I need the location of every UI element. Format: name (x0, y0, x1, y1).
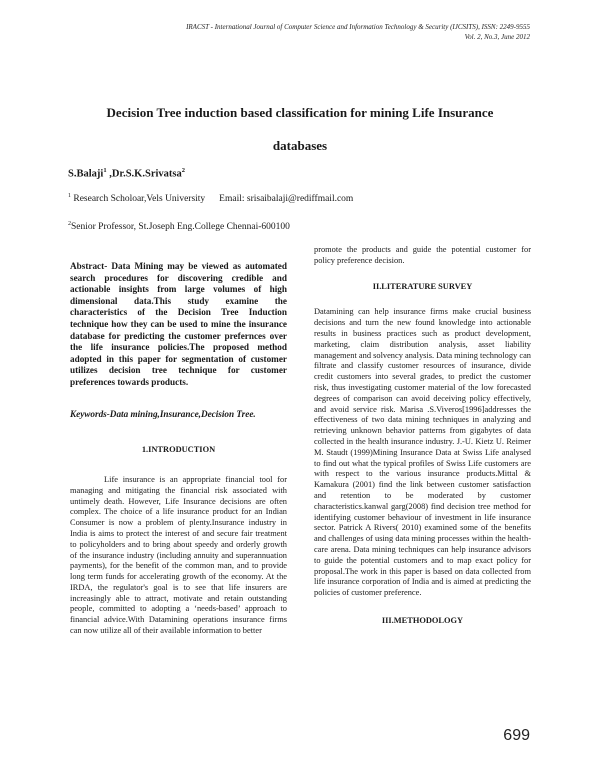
abstract: Abstract- Data Mining may be viewed as automated search procedures for discovering credible and actionable insights from large volumes of high dimensional data.This study examine the characteristics of the Decision Tree Induction technique how they can be used to mine the insurance database for predicting the customer prefernces over the life insurance policies.The proposed method adopted in this paper for segmentation of customer utilizes decision tree technique for customer preferences towards products. (70, 261, 287, 387)
volume-info: Vol. 2, No.3, June 2012 (464, 33, 530, 41)
affiliation-2 (68, 221, 290, 232)
affiliation-2-mark: 2 (68, 221, 71, 227)
affiliation-1 (68, 193, 353, 204)
keywords: Keywords-Data mining,Insurance,Decision Tree. (70, 408, 256, 419)
journal-name: IRACST - International Journal of Computer Science and Information Technology & Security (IJCSITS), ISSN: 2249-9555 (186, 23, 530, 31)
left-column (70, 261, 287, 637)
page-number: 699 (503, 727, 530, 744)
section-heading-introduction: 1.INTRODUCTION (141, 445, 216, 455)
author-list (68, 167, 185, 180)
literature-survey-paragraph: Datamining can help insurance firms make crucial business decisions and turn the new found knowledge into actionable results in business practices such as product development, marketing, claim distribution analysis, asset liability management and solvency analysis. Data mining technology can filtrate and classify customer resources of insurance, divide credit customers into several grades, to predict the customer risk, thus investigating customer material of the low forecasted degrees of comparison can avoid deceiving policy effectively, and avoid service risk. Marisa .S.Viveros[1996]addresses the effectiveness of two data mining techniques in analyzing and retrieving unknown behavior patterns from gigabytes of data collected in the health insurance industry. J.-U. Kietz U. Reimer M. Staudt (1999)Mining Insurance Data at Swiss Life analysed to find out what the typical profiles of Swiss Life customers are with respect to the various insurance products.Mittal & Kamakura (2001) find the link between customer satisfaction and retention to be moderated by customer characteristics.kanwal garg(2008) find decision tree method for identifying customer behaviour of investment in life insurance sector. Patrick A Rivers( 2010) examined some of the benefits and challenges of using data mining processes within the health-care arena. Data mining techniques can help insurance advisors to guide the potential customers and to map exact policy for proposal.The work in this paper is based on data collected from life insurance corporation of India and is aimed at predicting the policies of customer preference. (314, 307, 531, 598)
section-heading-literature-survey: II.LITERATURE SURVEY (372, 281, 473, 291)
affiliation-1-mark: 1 (68, 193, 71, 199)
author-2: ,Dr.S.K.Srivatsa (106, 168, 182, 180)
paper-title-line-2: databases (272, 138, 328, 153)
section-heading-methodology: III.METHODOLOGY (381, 615, 464, 625)
author-1-affil-mark: 1 (103, 167, 107, 174)
continued-paragraph: promote the products and guide the potential customer for policy preference decision. (314, 245, 531, 265)
running-header (10, 22, 530, 42)
introduction-paragraph (70, 475, 287, 637)
author-2-affil-mark: 2 (181, 167, 185, 174)
affiliation-2-text: Senior Professor, St.Joseph Eng.College Chennai-600100 (71, 222, 290, 233)
right-column (314, 245, 531, 627)
paper-title-line-1: Decision Tree induction based classification for mining Life Insurance (106, 105, 494, 120)
author-email: Email: srisaibalaji@rediffmail.com (219, 194, 354, 205)
affiliation-1-text: Research Scholoar,Vels University (71, 194, 206, 205)
introduction-text: Life insurance is an appropriate financial tool for managing and mitigating the financial risk associated with untimely death. However, Life Insurance decisions are often complex. The choice of a life insurance product for an Indian Consumer is now a problem of plenty.Insurance industry in India is aims to protect the interest of and secure fair treatment to policyholders and to bring about speedy and orderly growth of the insurance industry (including annuity and superannuation payments), for the benefit of the common man, and to provide long term funds for accelerating growth of the economy. At the IRDA, the regulator's goal is to see that life insurers are increasingly able to attract, motivate and retain outstanding people, committed to adopting a ‘needs-based’ approach to financial advice.With Datamining operations insurance firms can now utilize all of their available information to better (70, 474, 287, 636)
author-1: S.Balaji (68, 168, 104, 180)
